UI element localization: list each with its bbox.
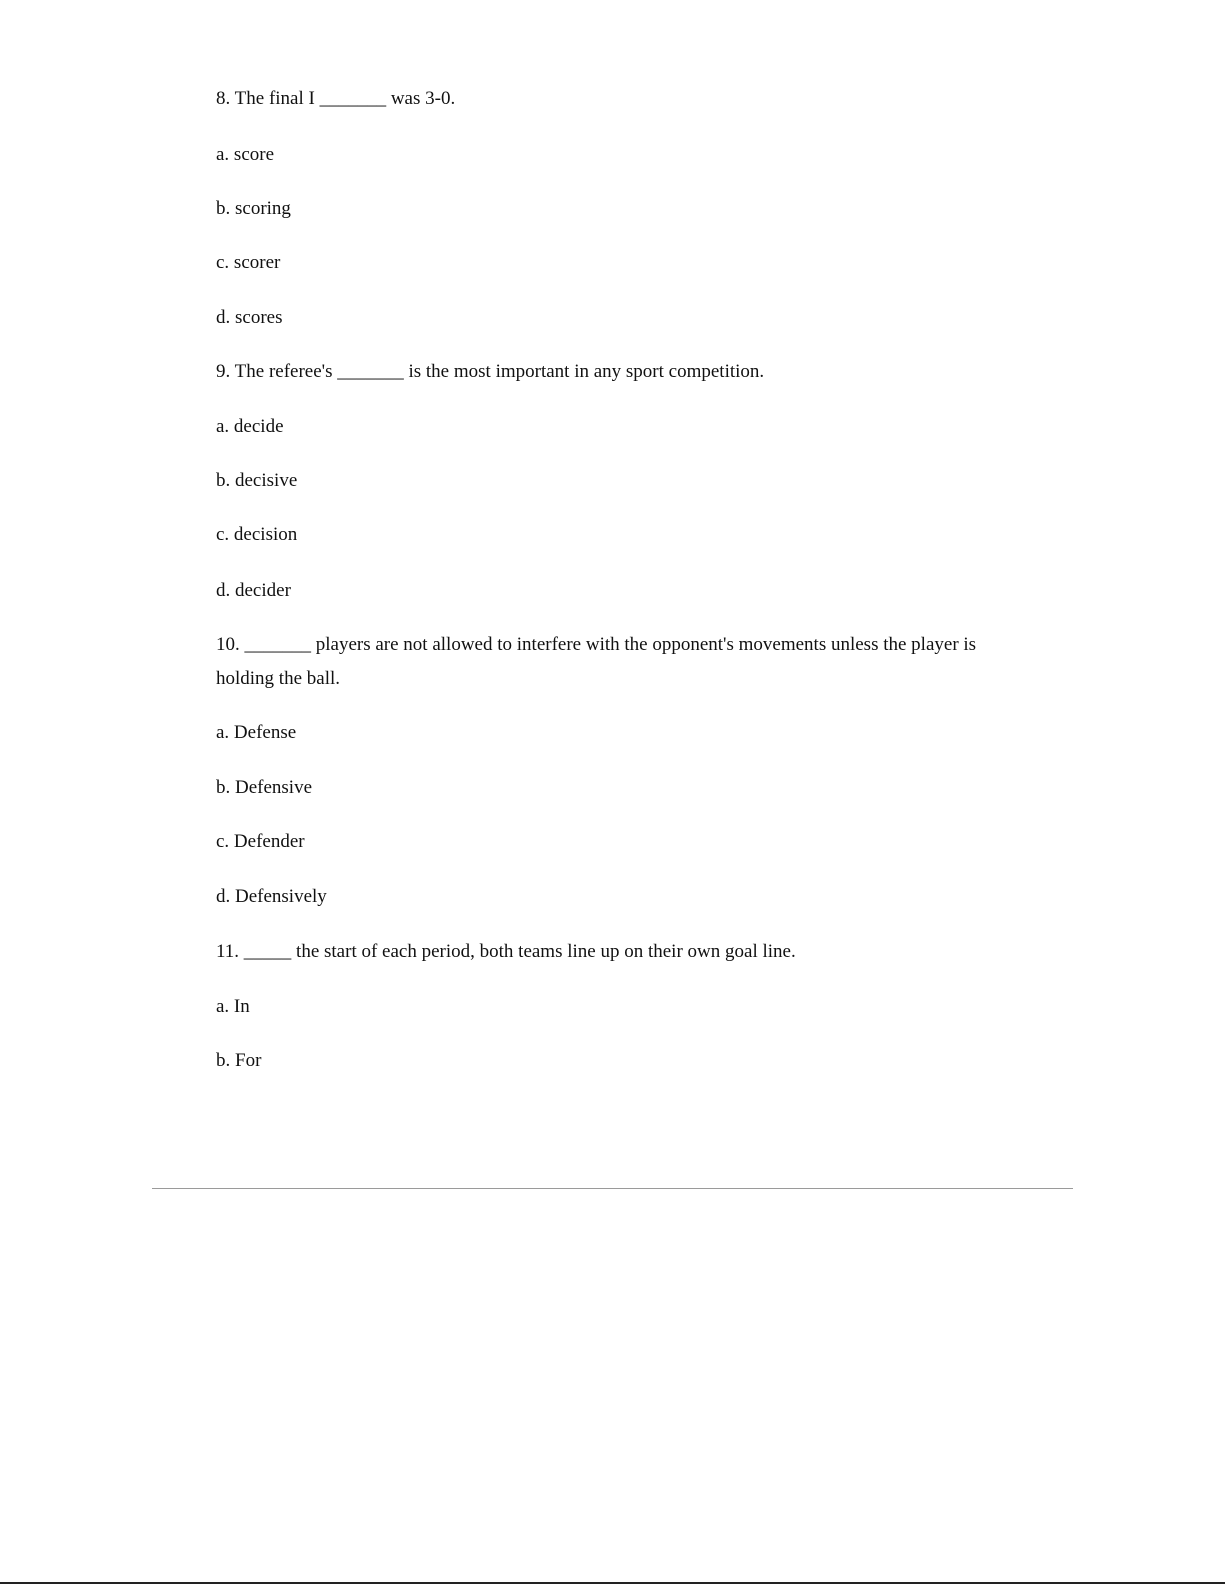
page-divider [152,1188,1073,1189]
question-8-stem: 8. The final I _______ was 3-0. [216,88,456,109]
question-9-option-d: d. decider [216,580,291,601]
question-9-option-b: b. decisive [216,470,298,491]
question-10-stem-line-1: 10. _______ players are not allowed to interfere with the opponent's movements unless the player is [216,634,977,655]
question-10-option-c: c. Defender [216,831,305,852]
question-9-stem: 9. The referee's _______ is the most important in any sport competition. [216,361,765,382]
question-10-option-d: d. Defensively [216,886,327,907]
question-8-option-a: a. score [216,144,275,165]
question-11-option-a: a. In [216,996,250,1017]
question-8-option-d: d. scores [216,307,283,328]
question-10-option-a: a. Defense [216,722,297,743]
question-10-stem-line-2: holding the ball. [216,668,341,689]
question-10-option-b: b. Defensive [216,777,313,798]
question-9-option-a: a. decide [216,416,284,437]
question-11-option-b: b. For [216,1050,262,1071]
page-bottom-edge [0,1582,1225,1584]
question-11-stem: 11. _____ the start of each period, both teams line up on their own goal line. [216,941,796,962]
question-9-option-c: c. decision [216,524,298,545]
question-8-option-b: b. scoring [216,198,291,219]
question-8-option-c: c. scorer [216,252,281,273]
